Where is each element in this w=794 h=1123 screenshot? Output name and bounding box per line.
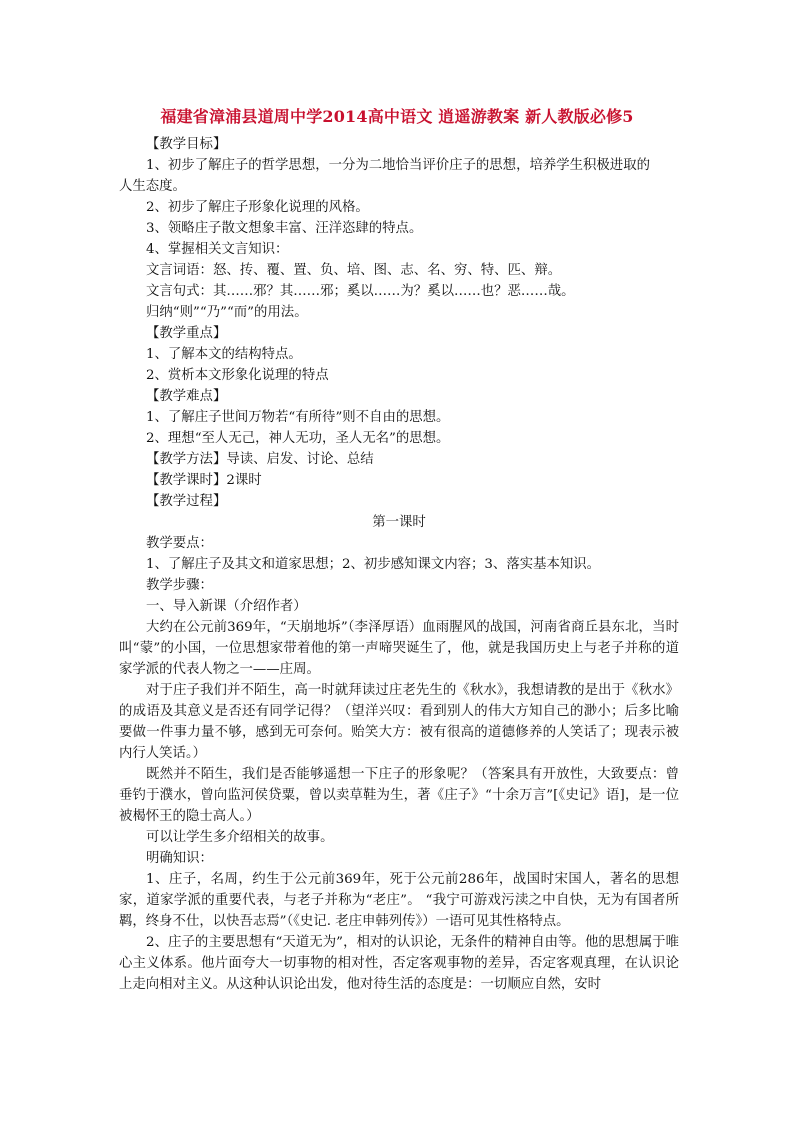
- body-paragraph: 既然并不陌生，我们是否能够遥想一下庄子的形象呢？（答案具有开放性，大致要点：曾垂钓于濮水，曾向监河侯贷粟，曾以卖草鞋为生，著《庄子》“十余万言”[《史记》语]，是一位被楬怀王的隐士高人。）: [119, 767, 679, 824]
- points-text: 1、了解庄子及其文和道家思想；2、初步感知课文内容；3、落实基本知识。: [146, 557, 601, 572]
- goal-item-continuation: 人生态度。: [119, 179, 186, 194]
- points-heading: 教学要点：: [146, 536, 213, 551]
- usage-summary: 归纳“则”“乃”“而”的用法。: [146, 305, 308, 320]
- document-body: [119, 134, 679, 995]
- body-paragraph: 1、庄子，名周，约生于公元前369年，死于公元前286年，战国时宋国人，著名的思想家，道家学派的重要代表，与老子并称为“老庄”。 “我宁可游戏污渎之中自快，无为有国者所羁，终身不仕，以快吾志焉”（《史记. 老庄申韩列传》）一语可见其性格特点。: [119, 872, 679, 929]
- clear-knowledge-heading: 明确知识：: [146, 851, 213, 866]
- step-heading: 一、导入新课（介绍作者）: [146, 599, 307, 614]
- body-paragraph: 可以让学生多介绍相关的故事。: [146, 830, 334, 845]
- body-paragraph: 对于庄子我们并不陌生，高一时就拜读过庄老先生的《秋水》，我想请教的是出于《秋水》的成语及其意义是否还有同学记得？（望洋兴叹：看到别人的伟大方知自己的渺小；后多比喻要做一件事力量不够，感到无可奈何。贻笑大方：被有很高的道德修养的人笑话了；现表示被内行人笑话。）: [119, 683, 679, 761]
- key-item: 2、赏析本文形象化说理的特点: [146, 368, 329, 383]
- body-paragraph: 大约在公元前369年，“天崩地坼”（李泽厚语）血雨腥风的战国，河南省商丘县东北，当时叫“蒙”的小国，一位思想家带着他的第一声啼哭诞生了，他，就是我国历史上与老子并称的道家学派的代表人物之一——庄周。: [119, 620, 679, 677]
- document-title: 福建省漳浦县道周中学2014高中语文 逍遥游教案 新人教版必修5: [160, 107, 634, 126]
- goal-item: 4、掌握相关文言知识：: [146, 242, 289, 257]
- section-heading-goals: 【教学目标】: [146, 137, 227, 152]
- classical-sentences: 文言句式：其……邪？其……邪；奚以……为？奚以……也？恶……哉。: [146, 284, 575, 299]
- steps-heading: 教学步骤：: [146, 578, 213, 593]
- section-heading-difficulty: 【教学难点】: [146, 389, 227, 404]
- teaching-hours: 【教学课时】2课时: [146, 473, 262, 488]
- key-item: 1、了解本文的结构特点。: [146, 347, 302, 362]
- goal-item: 1、初步了解庄子的哲学思想，一分为二地恰当评价庄子的思想，培养学生积极进取的: [146, 158, 650, 173]
- difficulty-item: 2、理想“至人无己，神人无功，圣人无名”的思想。: [146, 431, 450, 446]
- difficulty-item: 1、了解庄子世间万物若“有所待”则不自由的思想。: [146, 410, 450, 425]
- teaching-method: 【教学方法】导读、启发、讨论、总结: [146, 452, 374, 467]
- section-heading-process: 【教学过程】: [146, 494, 227, 509]
- goal-item: 3、领略庄子散文想象丰富、汪洋恣肆的特点。: [146, 221, 423, 236]
- classical-words: 文言词语：怒、抟、覆、置、负、培、图、志、名、穷、特、匹、辩。: [146, 263, 562, 278]
- body-paragraph: 2、庄子的主要思想有“天道无为”，相对的认识论，无条件的精神自由等。他的思想属于唯心主义体系。他片面夸大一切事物的相对性，否定客观事物的差异，否定客观真理，在认识论上走向相对主义。从这种认识论出发，他对待生活的态度是：一切顺应自然，安时: [119, 935, 679, 992]
- goal-item: 2、初步了解庄子形象化说理的风格。: [146, 200, 369, 215]
- section-heading-key: 【教学重点】: [146, 326, 227, 341]
- lesson-heading: 第一课时: [372, 515, 426, 530]
